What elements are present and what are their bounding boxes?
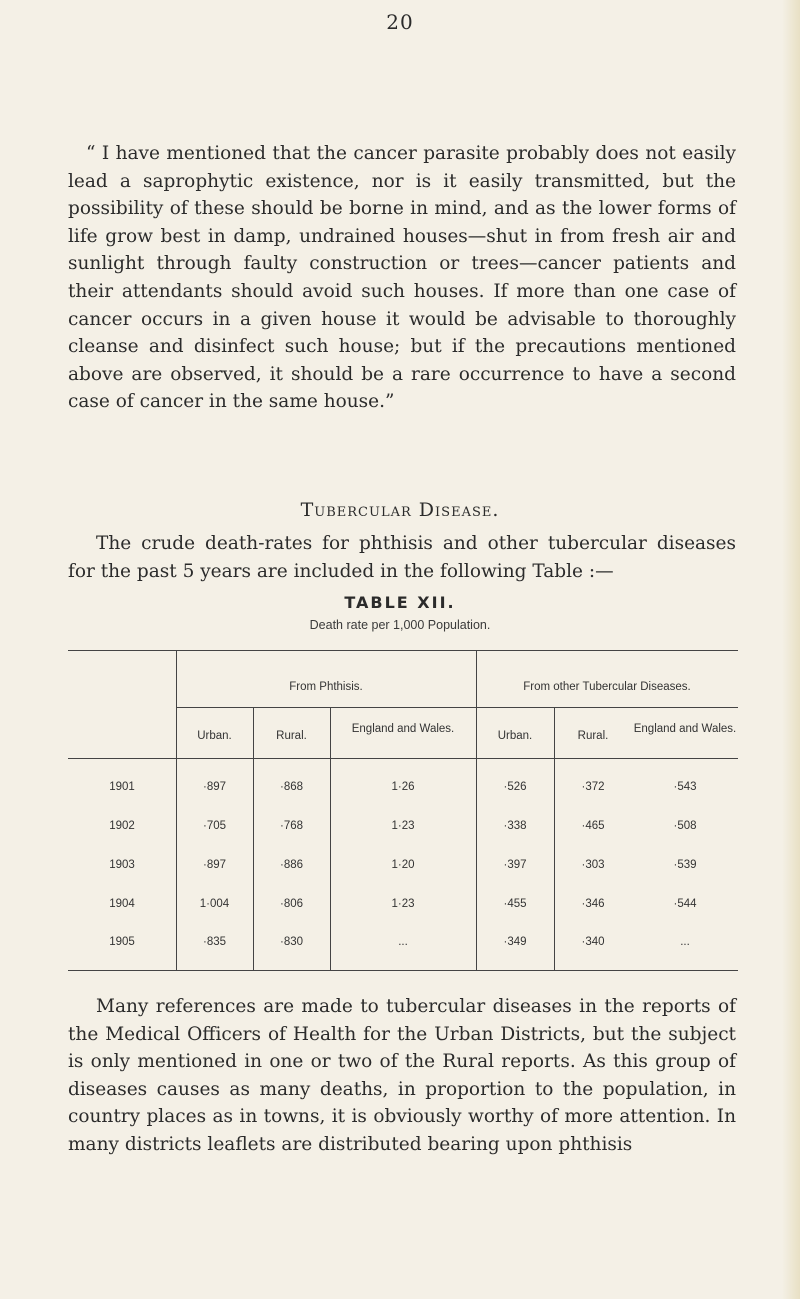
table-cell: ...: [398, 936, 408, 948]
table-cell: ·705: [202, 820, 227, 832]
page-number: 20: [386, 10, 414, 34]
table-cell: ·340: [581, 936, 605, 948]
table-cell: ·346: [581, 898, 605, 910]
table-cell: ·806: [279, 898, 304, 910]
table-cell: ·768: [279, 820, 304, 832]
closing-paragraph: Many references are made to tubercular diseases in the reports of the Medical Officers of Health for the Urban Districts, but the subject is only mentioned in one or two of the Rural reports. As this group of diseases causes as many deaths, in proportion to the population, in country places as in towns, it is obviously worthy of more attention. In many districts leaflets are distributed bearing upon phthisis: [68, 996, 736, 1155]
table-cell: ·886: [279, 859, 304, 871]
table-cell: ·539: [673, 859, 697, 871]
table-cell: 1·23: [391, 820, 415, 832]
group-header-other-tubercular: From other Tubercular Diseases.: [523, 681, 691, 693]
table-cell: ·508: [673, 820, 697, 832]
table-cell: ·349: [503, 936, 527, 948]
row-year: 1904: [109, 898, 135, 910]
column-header-rural: Rural.: [577, 730, 609, 742]
table-subtitle: Death rate per 1,000 Population.: [309, 618, 491, 632]
column-header-urban: Urban.: [497, 730, 533, 742]
row-year: 1903: [109, 859, 135, 871]
row-year: 1905: [109, 936, 135, 948]
table-cell: ·830: [279, 936, 304, 948]
table-bottom-rule: [68, 970, 738, 971]
table-cell: ·526: [503, 781, 527, 793]
other-urban-rule: [554, 707, 555, 971]
table-title: TABLE XII.: [344, 593, 456, 612]
table-cell: 1·23: [391, 898, 415, 910]
group-header-phthisis: From Phthisis.: [289, 681, 363, 693]
row-year: 1901: [109, 781, 135, 793]
table-cell: 1·26: [391, 781, 415, 793]
table-cell: ·455: [503, 898, 527, 910]
table-cell: ·338: [503, 820, 527, 832]
column-header-england-wales: England and Wales.: [633, 723, 737, 735]
table-top-rule: [68, 650, 738, 651]
year-column-rule: [176, 650, 177, 971]
column-header-england-wales: England and Wales.: [351, 723, 455, 735]
table-cell: ...: [680, 936, 690, 948]
group-divider-rule: [476, 650, 477, 971]
intro-paragraph: The crude death-rates for phthisis and other tubercular diseases for the past 5 years are included in the following Table :—: [68, 533, 736, 582]
group-header-rule-left: [176, 707, 476, 708]
column-header-urban: Urban.: [197, 730, 232, 742]
group-header-rule-right: [476, 707, 738, 708]
quoted-paragraph: “ I have mentioned that the cancer parasite probably does not easily lead a saprophytic existence, nor is it easily transmitted, but the possibility of these should be borne in mind, and as the lower forms of life grow best in damp, undrained houses—shut in from fresh air and sunlight through faulty construction or trees—cancer patients and their attendants should avoid such houses. If more than one case of cancer occurs in a given house it would be advisable to thoroughly cleanse and disinfect such house; but if the precautions mentioned above are observed, it should be a rare occurrence to have a second case of cancer in the same house.”: [68, 143, 736, 413]
page-edge-shadow: [782, 0, 800, 1299]
table-cell: ·835: [202, 936, 227, 948]
table-cell: 1·004: [199, 898, 230, 910]
death-rate-table: [68, 650, 738, 972]
table-cell: ·465: [581, 820, 605, 832]
table-cell: 1·20: [391, 859, 415, 871]
phthisis-urban-rule: [253, 707, 254, 971]
column-header-rural: Rural.: [276, 730, 307, 742]
table-cell: ·303: [581, 859, 605, 871]
table-cell: ·397: [503, 859, 527, 871]
column-header-rule: [68, 758, 738, 759]
section-heading: Tubercular Disease.: [300, 499, 500, 521]
phthisis-rural-rule: [330, 707, 331, 971]
table-cell: ·897: [202, 781, 227, 793]
table-cell: ·897: [202, 859, 227, 871]
table-cell: ·544: [673, 898, 697, 910]
table-cell: ·868: [279, 781, 304, 793]
table-cell: ·543: [673, 781, 697, 793]
row-year: 1902: [109, 820, 135, 832]
table-cell: ·372: [581, 781, 605, 793]
